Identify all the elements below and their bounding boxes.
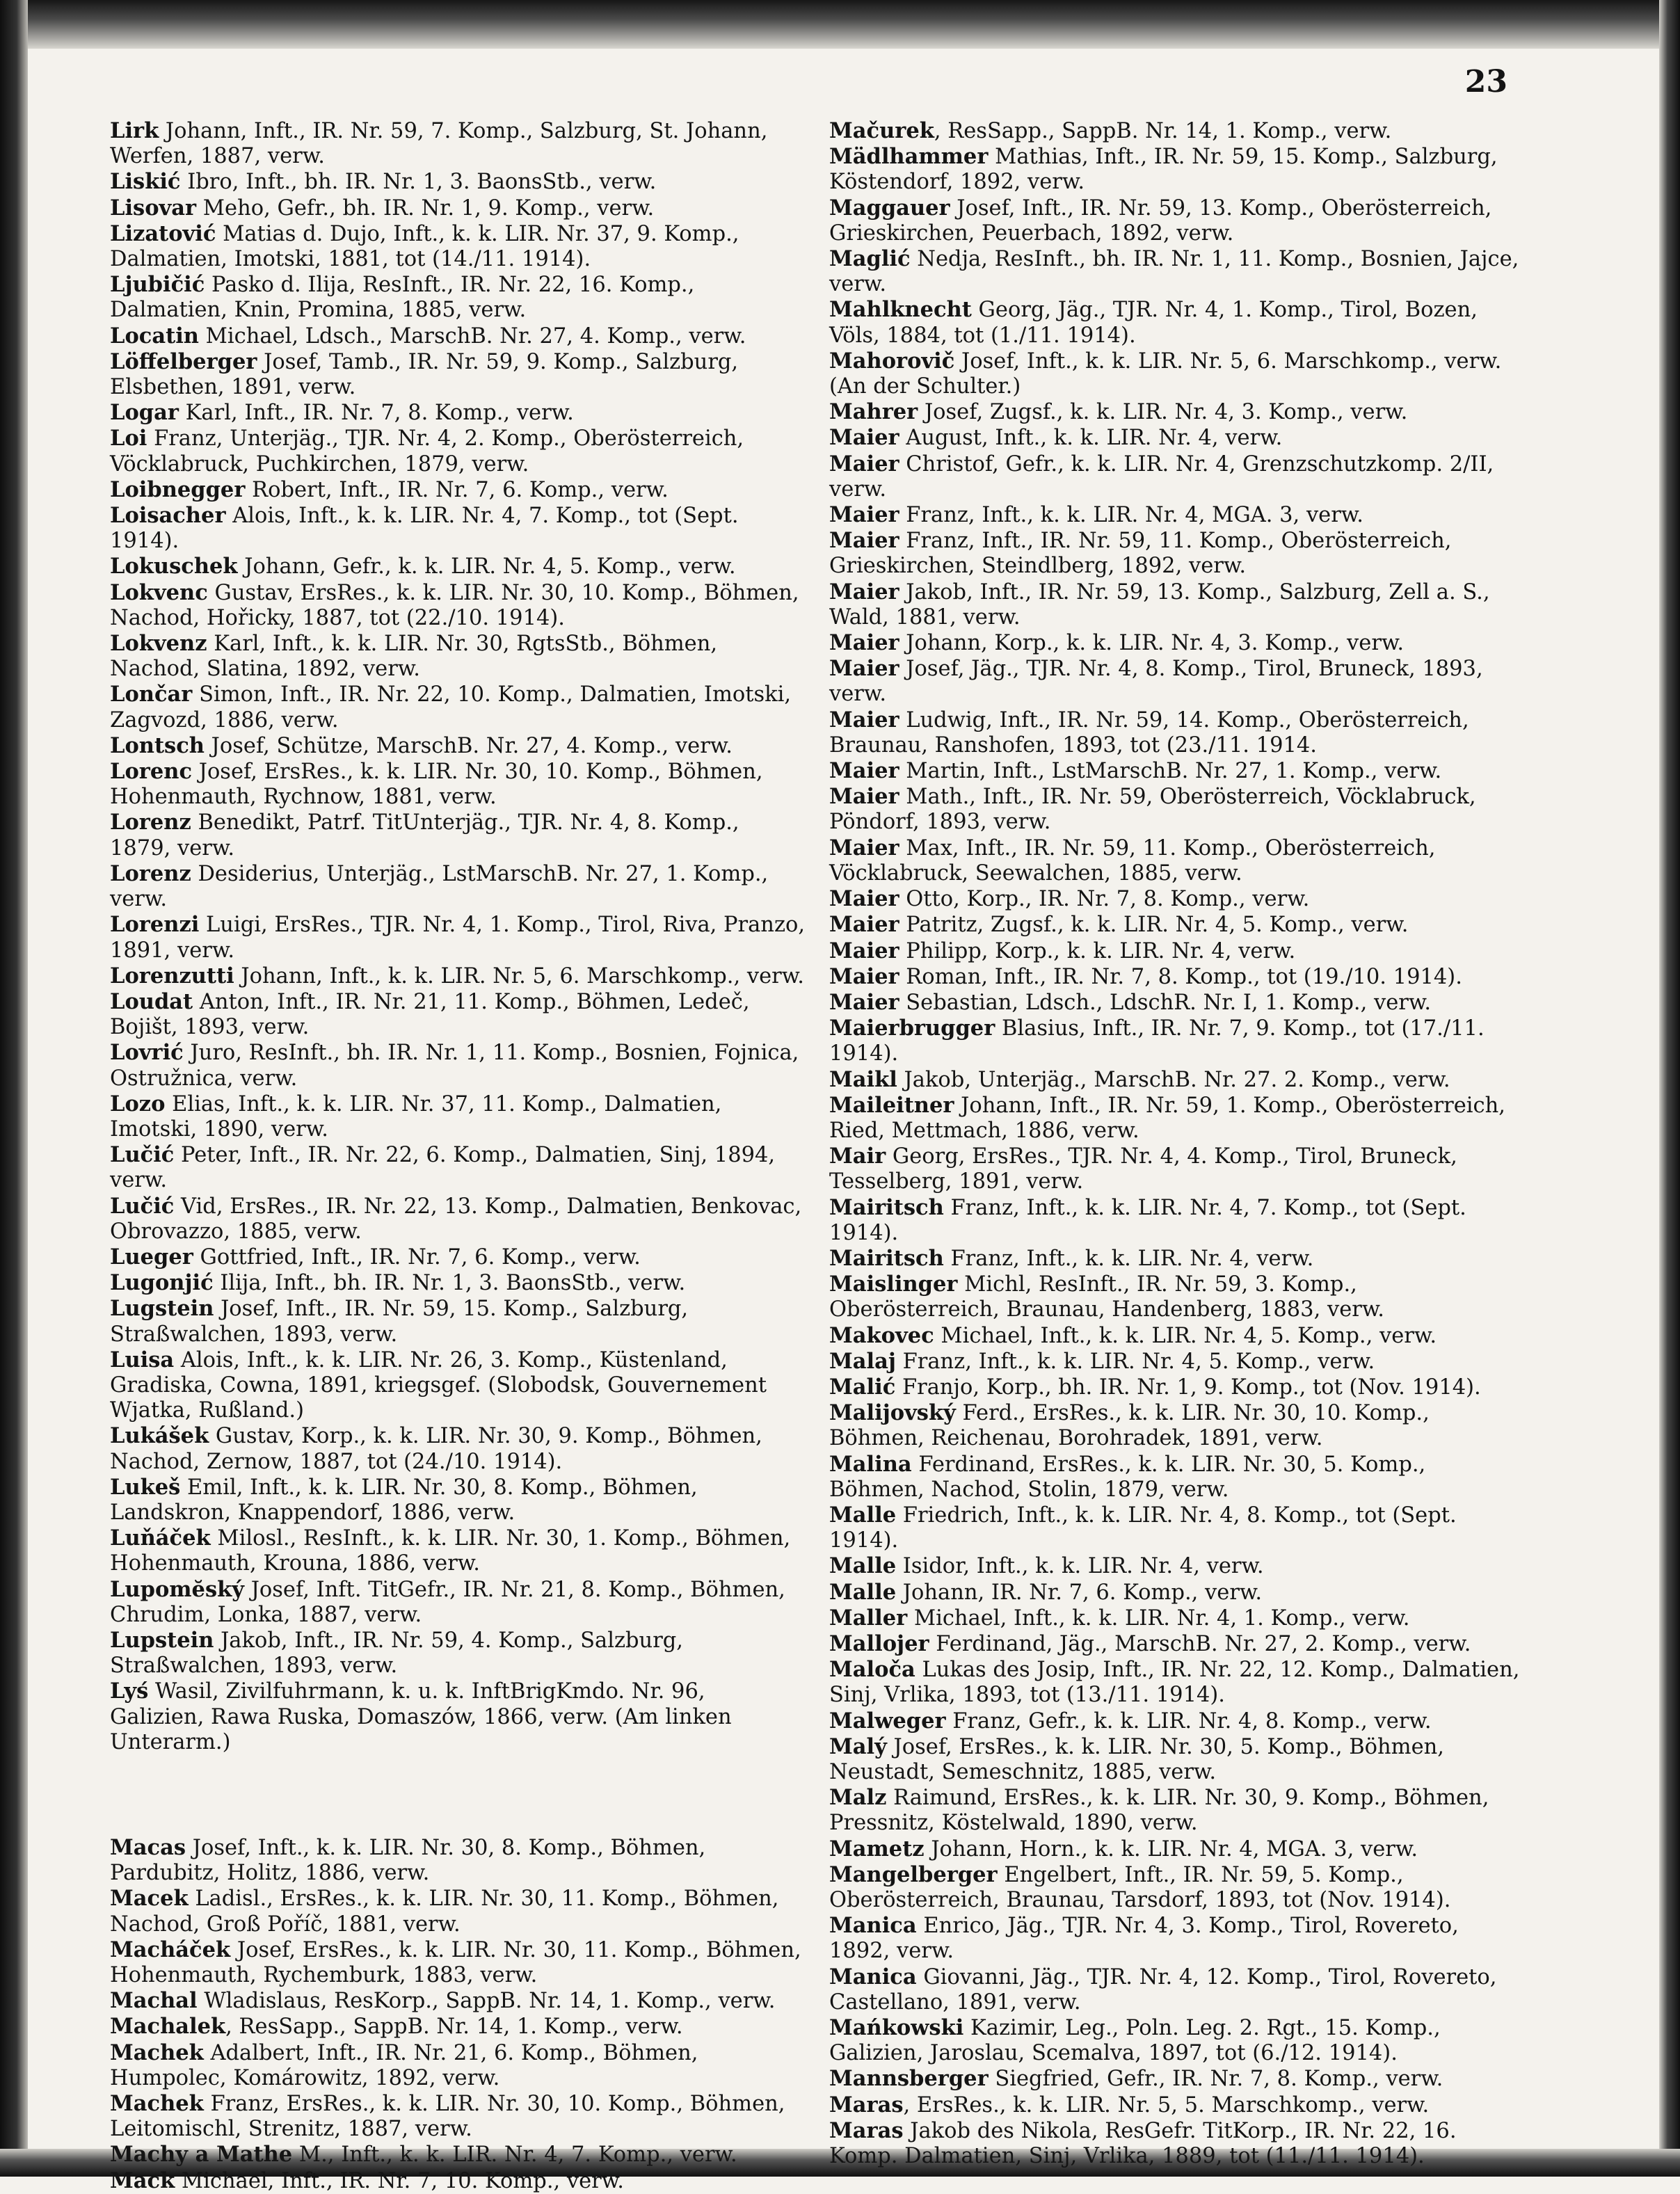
section-gap xyxy=(110,1755,806,1835)
entry-surname: Malle xyxy=(829,1502,897,1528)
entry-details: Franz, Inft., k. k. LIR. Nr. 4, 7. Komp., tot (Sept. 1914). xyxy=(829,1195,1466,1245)
entry-surname: Malz xyxy=(829,1785,887,1811)
list-entry xyxy=(110,1423,806,1474)
entry-details: Philipp, Korp., k. k. LIR. Nr. 4, verw. xyxy=(899,938,1296,963)
entry-details: Desiderius, Unterjäg., LstMarschB. Nr. 27, 1. Komp., verw. xyxy=(110,861,769,912)
entry-surname: Maier xyxy=(829,528,899,554)
entry-surname: Maikl xyxy=(829,1066,897,1092)
list-entry xyxy=(829,1093,1525,1144)
entry-details: Josef, Inft., k. k. LIR. Nr. 30, 8. Komp., Böhmen, Pardubitz, Holitz, 1886, verw. xyxy=(110,1836,706,1886)
entry-details: Josef, ErsRes., k. k. LIR. Nr. 30, 5. Komp., Böhmen, Neustadt, Semeschnitz, 1885, verw. xyxy=(829,1734,1444,1784)
entry-surname: Lončar xyxy=(110,682,193,707)
list-entry xyxy=(829,1913,1525,1964)
list-entry xyxy=(829,784,1525,835)
entry-details: Jakob, Inft., IR. Nr. 59, 13. Komp., Salzburg, Zell a. S., Wald, 1881, verw. xyxy=(829,579,1490,630)
entry-surname: Maier xyxy=(829,502,899,528)
entry-surname: Maras xyxy=(829,2117,904,2143)
entry-surname: Maier xyxy=(829,835,899,860)
entry-surname: Lučić xyxy=(110,1142,175,1168)
list-entry xyxy=(110,1679,806,1755)
entry-details: Roman, Inft., IR. Nr. 7, 8. Komp., tot (19./10. 1914). xyxy=(899,964,1462,989)
entry-surname: Mairitsch xyxy=(829,1245,944,1271)
entry-details: Martin, Inft., LstMarschB. Nr. 27, 1. Komp., verw. xyxy=(899,759,1442,784)
left-column xyxy=(110,118,806,2194)
entry-surname: Lokuschek xyxy=(110,554,238,579)
list-entry xyxy=(829,707,1525,758)
entry-details: Franz, Inft., IR. Nr. 59, 11. Komp., Oberösterreich, Grieskirchen, Steindlberg, 1892, verw. xyxy=(829,529,1452,579)
entry-surname: Manica xyxy=(829,1964,917,1989)
entry-surname: Lizatović xyxy=(110,221,216,246)
entry-surname: Maggauer xyxy=(829,195,950,221)
list-entry xyxy=(829,2015,1525,2066)
list-entry xyxy=(110,169,806,195)
entry-surname: Lontsch xyxy=(110,732,205,758)
entry-details: Ferdinand, Jäg., MarschB. Nr. 27, 2. Komp., verw. xyxy=(929,1631,1471,1656)
entry-details: Jakob des Nikola, ResGefr. TitKorp., IR. Nr. 22, 16. Komp. Dalmatien, Sinj, Vrlika, 1889, tot (11./11. 1914). xyxy=(829,2118,1457,2169)
scan-border-top xyxy=(0,0,1680,49)
entry-details: Josef, Inft., IR. Nr. 59, 13. Komp., Oberösterreich, Grieskirchen, Peuerbach, 1892, verw. xyxy=(829,195,1492,246)
list-entry xyxy=(829,758,1525,784)
entry-details: Franz, Unterjäg., TJR. Nr. 4, 2. Komp., Oberösterreich, Vöcklabruck, Puchkirchen, 1879, verw. xyxy=(110,426,744,477)
entry-details: Ferd., ErsRes., k. k. LIR. Nr. 30, 10. Komp., Böhmen, Reichenau, Borohradek, 1891, verw. xyxy=(829,1401,1430,1451)
entry-surname: Maloča xyxy=(829,1657,915,1683)
entry-surname: Maras xyxy=(829,2092,904,2117)
list-entry xyxy=(829,1375,1525,1400)
entry-surname: Liskić xyxy=(110,169,181,195)
entry-details: Anton, Inft., IR. Nr. 21, 11. Komp., Böhmen, Ledeč, Bojišt, 1893, verw. xyxy=(110,989,750,1040)
entry-surname: Mańkowski xyxy=(829,2015,964,2041)
entry-details: Friedrich, Inft., k. k. LIR. Nr. 4, 8. Komp., tot (Sept. 1914). xyxy=(829,1503,1457,1553)
entry-surname: Mack xyxy=(110,2168,175,2193)
list-entry xyxy=(110,1988,806,2014)
entry-surname: Machalek xyxy=(110,2014,226,2040)
list-entry xyxy=(829,1246,1525,1272)
list-entry xyxy=(110,2142,806,2168)
entry-surname: Locatin xyxy=(110,323,199,349)
entry-surname: Malijovský xyxy=(829,1400,956,1426)
entry-details: Franz, Gefr., k. k. LIR. Nr. 4, 8. Komp., verw. xyxy=(945,1708,1432,1733)
list-entry xyxy=(829,1016,1525,1066)
list-entry xyxy=(110,1347,806,1424)
list-entry xyxy=(110,1244,806,1270)
entry-surname: Loi xyxy=(110,426,147,451)
entry-details: Ilija, Inft., bh. IR. Nr. 1, 3. BaonsStb., verw. xyxy=(213,1271,686,1296)
entry-details: Isidor, Inft., k. k. LIR. Nr. 4, verw. xyxy=(896,1554,1264,1579)
entry-details: Alois, Inft., k. k. LIR. Nr. 4, 7. Komp., tot (Sept. 1914). xyxy=(110,504,739,554)
list-entry xyxy=(110,1091,806,1142)
list-entry xyxy=(829,1631,1525,1657)
entry-surname: Maier xyxy=(829,912,899,938)
entry-surname: Mametz xyxy=(829,1836,925,1861)
entry-details: Mathias, Inft., IR. Nr. 59, 15. Komp., Salzburg, Köstendorf, 1892, verw. xyxy=(829,145,1498,195)
entry-surname: Maier xyxy=(829,656,899,682)
list-entry xyxy=(110,323,806,349)
entry-details: Josef, Schütze, MarschB. Nr. 27, 4. Komp., verw. xyxy=(204,733,733,758)
list-entry xyxy=(110,503,806,554)
list-entry xyxy=(110,1475,806,1526)
entry-details: Michael, Inft., IR. Nr. 7, 10. Komp., verw. xyxy=(175,2168,624,2193)
scan-border-left xyxy=(0,0,28,2177)
list-entry xyxy=(829,1836,1525,1862)
list-entry xyxy=(829,1067,1525,1093)
entry-details: , ResSapp., SappB. Nr. 14, 1. Komp., verw. xyxy=(225,2015,683,2040)
entry-surname: Maglić xyxy=(829,246,911,272)
entry-details: Jakob, Unterjäg., MarschB. Nr. 27. 2. Komp., verw. xyxy=(897,1067,1450,1092)
list-entry xyxy=(829,1862,1525,1913)
list-entry xyxy=(829,912,1525,938)
entry-details: Juro, ResInft., bh. IR. Nr. 1, 11. Komp., Bosnien, Fojnica, Ostružnica, verw. xyxy=(110,1041,799,1091)
entry-surname: Mair xyxy=(829,1144,886,1169)
entry-details: Josef, Inft., k. k. LIR. Nr. 5, 6. Marschkomp., verw. (An der Schulter.) xyxy=(829,349,1502,399)
entry-details: Adalbert, Inft., IR. Nr. 21, 6. Komp., Böhmen, Humpolec, Komárowitz, 1892, verw. xyxy=(110,2040,698,2090)
entry-details: Johann, Korp., k. k. LIR. Nr. 4, 3. Komp., verw. xyxy=(899,631,1405,656)
entry-details: , ResSapp., SappB. Nr. 14, 1. Komp., verw. xyxy=(934,119,1392,143)
list-entry xyxy=(829,297,1525,348)
entry-details: Wladislaus, ResKorp., SappB. Nr. 14, 1. Komp., verw. xyxy=(197,1989,776,2014)
entry-surname: Loisacher xyxy=(110,503,226,529)
entry-details: Christof, Gefr., k. k. LIR. Nr. 4, Grenzschutzkomp. 2/II, verw. xyxy=(829,451,1494,502)
list-entry xyxy=(829,1964,1525,2015)
list-entry xyxy=(829,1323,1525,1349)
entry-details: Franz, Inft., k. k. LIR. Nr. 4, MGA. 3, verw. xyxy=(899,503,1363,528)
entry-details: Peter, Inft., IR. Nr. 22, 6. Komp., Dalmatien, Sinj, 1894, verw. xyxy=(110,1143,776,1193)
list-entry xyxy=(829,990,1525,1016)
entry-details: Johann, Gefr., k. k. LIR. Nr. 4, 5. Komp., verw. xyxy=(237,554,736,579)
list-entry xyxy=(829,2066,1525,2092)
entry-details: Gustav, Korp., k. k. LIR. Nr. 30, 9. Komp., Böhmen, Nachod, Zernow, 1887, tot (24./10. 1914). xyxy=(110,1424,762,1474)
entry-surname: Maier xyxy=(829,784,899,810)
entry-details: Michael, Ldsch., MarschB. Nr. 27, 4. Komp., verw. xyxy=(198,323,746,349)
entry-surname: Maislinger xyxy=(829,1272,958,1297)
entry-surname: Mahrer xyxy=(829,399,918,425)
list-entry xyxy=(110,682,806,732)
list-entry xyxy=(110,912,806,963)
entry-surname: Malle xyxy=(829,1579,897,1605)
list-entry xyxy=(829,2092,1525,2118)
entry-surname: Maier xyxy=(829,886,899,912)
entry-details: Enrico, Jäg., TJR. Nr. 4, 3. Komp., Tirol, Rovereto, 1892, verw. xyxy=(829,1914,1459,1964)
list-entry xyxy=(829,1144,1525,1194)
list-entry xyxy=(829,964,1525,990)
entry-surname: Maier xyxy=(829,451,899,477)
entry-surname: Mangelberger xyxy=(829,1861,998,1887)
list-entry xyxy=(829,938,1525,964)
entry-surname: Lupomĕský xyxy=(110,1576,244,1602)
list-entry xyxy=(829,1349,1525,1375)
entry-details: Josef, Zugsf., k. k. LIR. Nr. 4, 3. Komp., verw. xyxy=(918,400,1408,425)
entry-surname: Lorenc xyxy=(110,759,193,785)
entry-details: Kazimir, Leg., Poln. Leg. 2. Rgt., 15. Komp., Galizien, Jaroslau, Scemalva, 1897, tot (6./12. 1914). xyxy=(829,2016,1441,2066)
list-entry xyxy=(110,1628,806,1679)
list-entry xyxy=(829,886,1525,912)
entry-surname: Maierbrugger xyxy=(829,1016,995,1041)
entry-details: Robert, Inft., IR. Nr. 7, 6. Komp., verw. xyxy=(245,477,669,502)
entry-surname: Logar xyxy=(110,400,179,426)
entry-details: Johann, Inft., k. k. LIR. Nr. 5, 6. Marschkomp., verw. xyxy=(234,963,804,988)
entry-details: Johann, Inft., IR. Nr. 59, 1. Komp., Oberösterreich, Ried, Mettmach, 1886, verw. xyxy=(829,1093,1505,1143)
entry-surname: Manica xyxy=(829,1913,917,1939)
entry-details: Blasius, Inft., IR. Nr. 7, 9. Komp., tot (17./11. 1914). xyxy=(829,1016,1485,1066)
list-entry xyxy=(110,1270,806,1296)
entry-surname: Maier xyxy=(829,938,899,963)
entry-surname: Malý xyxy=(829,1733,887,1759)
list-entry xyxy=(829,1272,1525,1322)
list-entry xyxy=(829,425,1525,451)
entry-surname: Lorenzi xyxy=(110,912,200,938)
list-entry xyxy=(110,963,806,989)
entry-surname: Machek xyxy=(110,2091,204,2117)
entry-surname: Maier xyxy=(829,707,899,732)
list-entry xyxy=(829,1195,1525,1246)
entry-surname: Lugonjić xyxy=(110,1270,214,1296)
list-entry xyxy=(110,989,806,1040)
entry-details: Emil, Inft., k. k. LIR. Nr. 30, 8. Komp., Böhmen, Landskron, Knappendorf, 1886, verw. xyxy=(110,1475,698,1525)
entry-details: Max, Inft., IR. Nr. 59, 11. Komp., Oberösterreich, Vöcklabruck, Seewalchen, 1885, verw. xyxy=(829,835,1436,886)
entry-details: Elias, Inft., k. k. LIR. Nr. 37, 11. Komp., Dalmatien, Imotski, 1890, verw. xyxy=(110,1091,722,1142)
entry-surname: Lorenz xyxy=(110,810,191,835)
entry-surname: Lučić xyxy=(110,1193,175,1219)
list-entry xyxy=(829,579,1525,630)
list-entry xyxy=(829,1400,1525,1451)
entry-details: Ferdinand, ErsRes., k. k. LIR. Nr. 30, 5. Komp., Böhmen, Nachod, Stolin, 1879, verw. xyxy=(829,1452,1426,1502)
entry-surname: Maier xyxy=(829,579,899,604)
entry-surname: Machy a Mathe xyxy=(110,2142,293,2168)
entry-details: Ludwig, Inft., IR. Nr. 59, 14. Komp., Oberösterreich, Braunau, Ranshofen, 1893, tot (23./11. 1914. xyxy=(829,707,1469,758)
list-entry xyxy=(110,349,806,400)
entry-details: Raimund, ErsRes., k. k. LIR. Nr. 30, 9. Komp., Böhmen, Pressnitz, Köstelwald, 1890, verw. xyxy=(829,1786,1489,1836)
entry-surname: Luňáček xyxy=(110,1526,211,1551)
list-entry xyxy=(829,349,1525,399)
list-entry xyxy=(110,2168,806,2194)
entry-surname: Malaj xyxy=(829,1348,896,1374)
entry-details: Wasil, Zivilfuhrmann, k. u. k. InftBrigKmdo. Nr. 96, Galizien, Rawa Ruska, Domaszów, 1866, verw. (Am linken Unterarm.) xyxy=(110,1679,732,1754)
entry-surname: Löffelberger xyxy=(110,349,257,374)
entry-surname: Lukášek xyxy=(110,1423,209,1449)
entry-details: Lukas des Josip, Inft., IR. Nr. 22, 12. Komp., Dalmatien, Sinj, Vrlika, 1893, tot (13./11. 1914). xyxy=(829,1658,1520,1708)
list-entry xyxy=(829,144,1525,195)
entry-surname: Mädlhammer xyxy=(829,144,989,170)
entry-surname: Machek xyxy=(110,2040,204,2065)
list-entry xyxy=(829,1734,1525,1785)
entry-surname: Malle xyxy=(829,1553,897,1579)
entry-details: Nedja, ResInft., bh. IR. Nr. 1, 11. Komp., Bosnien, Jajce, verw. xyxy=(829,247,1519,297)
entry-surname: Lorenzutti xyxy=(110,963,234,988)
entry-details: Michael, Inft., k. k. LIR. Nr. 4, 5. Komp., verw. xyxy=(934,1323,1437,1348)
entry-surname: Lyś xyxy=(110,1679,149,1704)
list-entry xyxy=(829,195,1525,246)
entry-details: Ibro, Inft., bh. IR. Nr. 1, 3. BaonsStb., verw. xyxy=(180,170,657,195)
list-entry xyxy=(110,861,806,912)
entry-surname: Lupstein xyxy=(110,1627,214,1653)
list-entry xyxy=(829,1785,1525,1836)
entry-details: Johann, Inft., IR. Nr. 59, 7. Komp., Salzburg, St. Johann, Werfen, 1887, verw. xyxy=(110,119,768,169)
entry-details: Simon, Inft., IR. Nr. 22, 10. Komp., Dalmatien, Imotski, Zagvozd, 1886, verw. xyxy=(110,682,792,732)
list-entry xyxy=(110,221,806,272)
list-entry xyxy=(110,1886,806,1937)
entry-surname: Malina xyxy=(829,1451,912,1477)
list-entry xyxy=(110,810,806,860)
entry-surname: Macek xyxy=(110,1886,189,1912)
entry-details: Johann, IR. Nr. 7, 6. Komp., verw. xyxy=(896,1580,1263,1605)
entry-details: Siegfried, Gefr., IR. Nr. 7, 8. Komp., verw. xyxy=(988,2067,1443,2092)
entry-details: Michl, ResInft., IR. Nr. 59, 3. Komp., Oberösterreich, Braunau, Handenberg, 1883, verw. xyxy=(829,1272,1385,1322)
list-entry xyxy=(829,451,1525,502)
list-entry xyxy=(110,2014,806,2040)
entry-details: Engelbert, Inft., IR. Nr. 59, 5. Komp., Oberösterreich, Braunau, Tarsdorf, 1893, tot (Nov. 1914). xyxy=(829,1862,1451,1913)
entry-details: Josef, ErsRes., k. k. LIR. Nr. 30, 10. Komp., Böhmen, Hohenmauth, Rychnow, 1881, verw. xyxy=(110,760,763,810)
list-entry xyxy=(829,656,1525,707)
entry-details: Sebastian, Ldsch., LdschR. Nr. I, 1. Komp., verw. xyxy=(899,990,1432,1015)
entry-details: Vid, ErsRes., IR. Nr. 22, 13. Komp., Dalmatien, Benkovac, Obrovazzo, 1885, verw. xyxy=(110,1194,802,1244)
list-entry xyxy=(829,1553,1525,1579)
entry-details: Gustav, ErsRes., k. k. LIR. Nr. 30, 10. Komp., Böhmen, Nachod, Hořicky, 1887, tot (22./10. 1914). xyxy=(110,580,799,630)
entry-surname: Maier xyxy=(829,758,899,784)
entry-surname: Machal xyxy=(110,1988,198,2014)
entry-details: Franz, Inft., k. k. LIR. Nr. 4, verw. xyxy=(943,1246,1314,1271)
list-entry xyxy=(829,2118,1525,2169)
list-entry xyxy=(110,1835,806,1886)
list-entry xyxy=(110,400,806,426)
entry-details: Ladisl., ErsRes., k. k. LIR. Nr. 30, 11. Komp., Böhmen, Nachod, Groß Poříč, 1881, verw. xyxy=(110,1887,779,1937)
list-entry xyxy=(110,1040,806,1091)
entry-details: Patritz, Zugsf., k. k. LIR. Nr. 4, 5. Komp., verw. xyxy=(899,913,1409,938)
list-entry xyxy=(829,1657,1525,1708)
list-entry xyxy=(110,1577,806,1628)
entry-surname: Mahlknecht xyxy=(829,297,972,323)
entry-surname: Maller xyxy=(829,1605,908,1631)
entry-surname: Malweger xyxy=(829,1708,946,1733)
entry-surname: Maier xyxy=(829,425,899,451)
list-entry xyxy=(829,528,1525,579)
list-entry xyxy=(110,272,806,323)
list-entry xyxy=(829,1580,1525,1606)
list-entry xyxy=(829,1708,1525,1734)
entry-details: Giovanni, Jäg., TJR. Nr. 4, 12. Komp., Tirol, Rovereto, Castellano, 1891, verw. xyxy=(829,1964,1497,2015)
entry-details: Josef, Inft., IR. Nr. 59, 15. Komp., Salzburg, Straßwalchen, 1893, verw. xyxy=(110,1297,689,1347)
list-entry xyxy=(110,759,806,810)
list-entry xyxy=(829,1452,1525,1503)
list-entry xyxy=(110,554,806,579)
entry-surname: Loibnegger xyxy=(110,477,246,502)
list-entry xyxy=(110,477,806,503)
entry-surname: Luisa xyxy=(110,1347,175,1372)
list-entry xyxy=(110,580,806,631)
entry-surname: Maier xyxy=(829,630,899,656)
page-number: 23 xyxy=(1464,64,1507,99)
list-entry xyxy=(110,1937,806,1988)
entry-details: Matias d. Dujo, Inft., k. k. LIR. Nr. 37, 9. Komp., Dalmatien, Imotski, 1881, tot (14./11. 1914). xyxy=(110,221,739,272)
entry-details: Josef, Inft. TitGefr., IR. Nr. 21, 8. Komp., Böhmen, Chrudim, Lonka, 1887, verw. xyxy=(110,1577,785,1627)
list-entry xyxy=(110,118,806,169)
list-entry xyxy=(110,631,806,682)
list-entry xyxy=(110,195,806,221)
list-entry xyxy=(110,1526,806,1576)
entry-details: Johann, Horn., k. k. LIR. Nr. 4, MGA. 3, verw. xyxy=(924,1836,1418,1861)
list-entry xyxy=(110,733,806,759)
list-entry xyxy=(110,1142,806,1193)
list-entry xyxy=(829,1503,1525,1553)
list-entry xyxy=(110,1194,806,1244)
entry-surname: Lugstein xyxy=(110,1296,214,1322)
list-entry xyxy=(829,502,1525,528)
entry-details: Josef, Tamb., IR. Nr. 59, 9. Komp., Salzburg, Elsbethen, 1891, verw. xyxy=(110,349,739,400)
entry-details: Michael, Inft., k. k. LIR. Nr. 4, 1. Komp., verw. xyxy=(907,1606,1410,1631)
entry-details: Georg, Jäg., TJR. Nr. 4, 1. Komp., Tirol, Bozen, Völs, 1884, tot (1./11. 1914). xyxy=(829,298,1478,348)
entry-surname: Makovec xyxy=(829,1322,934,1348)
entry-surname: Mannsberger xyxy=(829,2066,989,2092)
entry-details: Alois, Inft., k. k. LIR. Nr. 26, 3. Komp., Küstenland, Gradiska, Cowna, 1891, kriegsgef. (Slobodsk, Gouvernement Wjatka, Rußland.) xyxy=(110,1347,767,1423)
entry-details: Benedikt, Patrf. TitUnterjäg., TJR. Nr. 4, 8. Komp., 1879, verw. xyxy=(110,810,739,860)
entry-surname: Lisovar xyxy=(110,195,197,221)
entry-surname: Lirk xyxy=(110,118,159,143)
entry-details: Karl, Inft., k. k. LIR. Nr. 30, RgtsStb., Böhmen, Nachod, Slatina, 1892, verw. xyxy=(110,632,718,682)
list-entry xyxy=(829,835,1525,886)
entry-surname: Malić xyxy=(829,1374,896,1400)
entry-surname: Mallojer xyxy=(829,1631,929,1656)
list-entry xyxy=(110,2040,806,2091)
entry-details: Georg, ErsRes., TJR. Nr. 4, 4. Komp., Tirol, Bruneck, Tesselberg, 1891, verw. xyxy=(829,1144,1457,1194)
entry-surname: Lukeš xyxy=(110,1474,181,1500)
entry-surname: Mairitsch xyxy=(829,1194,944,1220)
entry-details: Gottfried, Inft., IR. Nr. 7, 6. Komp., verw. xyxy=(193,1244,641,1270)
entry-details: , ErsRes., k. k. LIR. Nr. 5, 5. Marschkomp., verw. xyxy=(903,2092,1430,2117)
list-entry xyxy=(110,426,806,477)
entry-details: Franjo, Korp., bh. IR. Nr. 1, 9. Komp., tot (Nov. 1914). xyxy=(895,1375,1481,1400)
entry-surname: Maier xyxy=(829,963,899,989)
list-entry xyxy=(829,246,1525,297)
entry-details: Milosl., ResInft., k. k. LIR. Nr. 30, 1. Komp., Böhmen, Hohenmauth, Krouna, 1886, verw. xyxy=(110,1526,791,1576)
entry-details: M., Inft., k. k. LIR. Nr. 4, 7. Komp., verw. xyxy=(292,2143,737,2168)
entry-surname: Maileitner xyxy=(829,1092,954,1118)
entry-surname: Loudat xyxy=(110,988,193,1014)
entry-surname: Mačurek xyxy=(829,118,934,143)
scan-border-right xyxy=(1659,0,1680,2177)
list-entry xyxy=(829,399,1525,425)
list-entry xyxy=(829,1606,1525,1631)
entry-surname: Macas xyxy=(110,1835,186,1860)
entry-details: Math., Inft., IR. Nr. 59, Oberösterreich, Vöcklabruck, Pöndorf, 1893, verw. xyxy=(829,785,1476,835)
list-entry xyxy=(110,1296,806,1347)
list-entry xyxy=(110,2091,806,2142)
entry-details: Franz, ErsRes., k. k. LIR. Nr. 30, 10. Komp., Böhmen, Leitomischl, Strenitz, 1887, verw. xyxy=(110,2092,785,2142)
list-entry xyxy=(829,630,1525,656)
entry-details: Josef, ErsRes., k. k. LIR. Nr. 30, 11. Komp., Böhmen, Hohenmauth, Rychemburk, 1883, verw. xyxy=(110,1937,801,1988)
entry-surname: Mahorovič xyxy=(829,348,955,374)
entry-surname: Lorenz xyxy=(110,860,191,886)
entry-details: Meho, Gefr., bh. IR. Nr. 1, 9. Komp., verw. xyxy=(196,195,655,221)
entry-details: Josef, Jäg., TJR. Nr. 4, 8. Komp., Tirol, Bruneck, 1893, verw. xyxy=(829,657,1483,707)
entry-details: August, Inft., k. k. LIR. Nr. 4, verw. xyxy=(899,426,1283,451)
entry-details: Karl, Inft., IR. Nr. 7, 8. Komp., verw. xyxy=(178,401,574,426)
entry-surname: Macháček xyxy=(110,1937,231,1962)
entry-details: Franz, Inft., k. k. LIR. Nr. 4, 5. Komp., verw. xyxy=(895,1349,1375,1374)
entry-surname: Lokvenz xyxy=(110,631,207,657)
entry-details: Luigi, ErsRes., TJR. Nr. 4, 1. Komp., Tirol, Riva, Pranzo, 1891, verw. xyxy=(110,913,806,963)
entry-surname: Lueger xyxy=(110,1244,193,1270)
right-column xyxy=(829,118,1525,2169)
entry-surname: Maier xyxy=(829,989,899,1015)
entry-surname: Lozo xyxy=(110,1091,166,1116)
entry-surname: Lokvenc xyxy=(110,579,208,605)
entry-details: Otto, Korp., IR. Nr. 7, 8. Komp., verw. xyxy=(899,887,1310,912)
entry-surname: Ljubičić xyxy=(110,272,205,298)
entry-details: Pasko d. Ilija, ResInft., IR. Nr. 22, 16. Komp., Dalmatien, Knin, Promina, 1885, verw. xyxy=(110,273,695,323)
entry-surname: Lovrić xyxy=(110,1040,184,1066)
entry-details: Jakob, Inft., IR. Nr. 59, 4. Komp., Salzburg, Straßwalchen, 1893, verw. xyxy=(110,1628,683,1679)
list-entry xyxy=(829,118,1525,144)
